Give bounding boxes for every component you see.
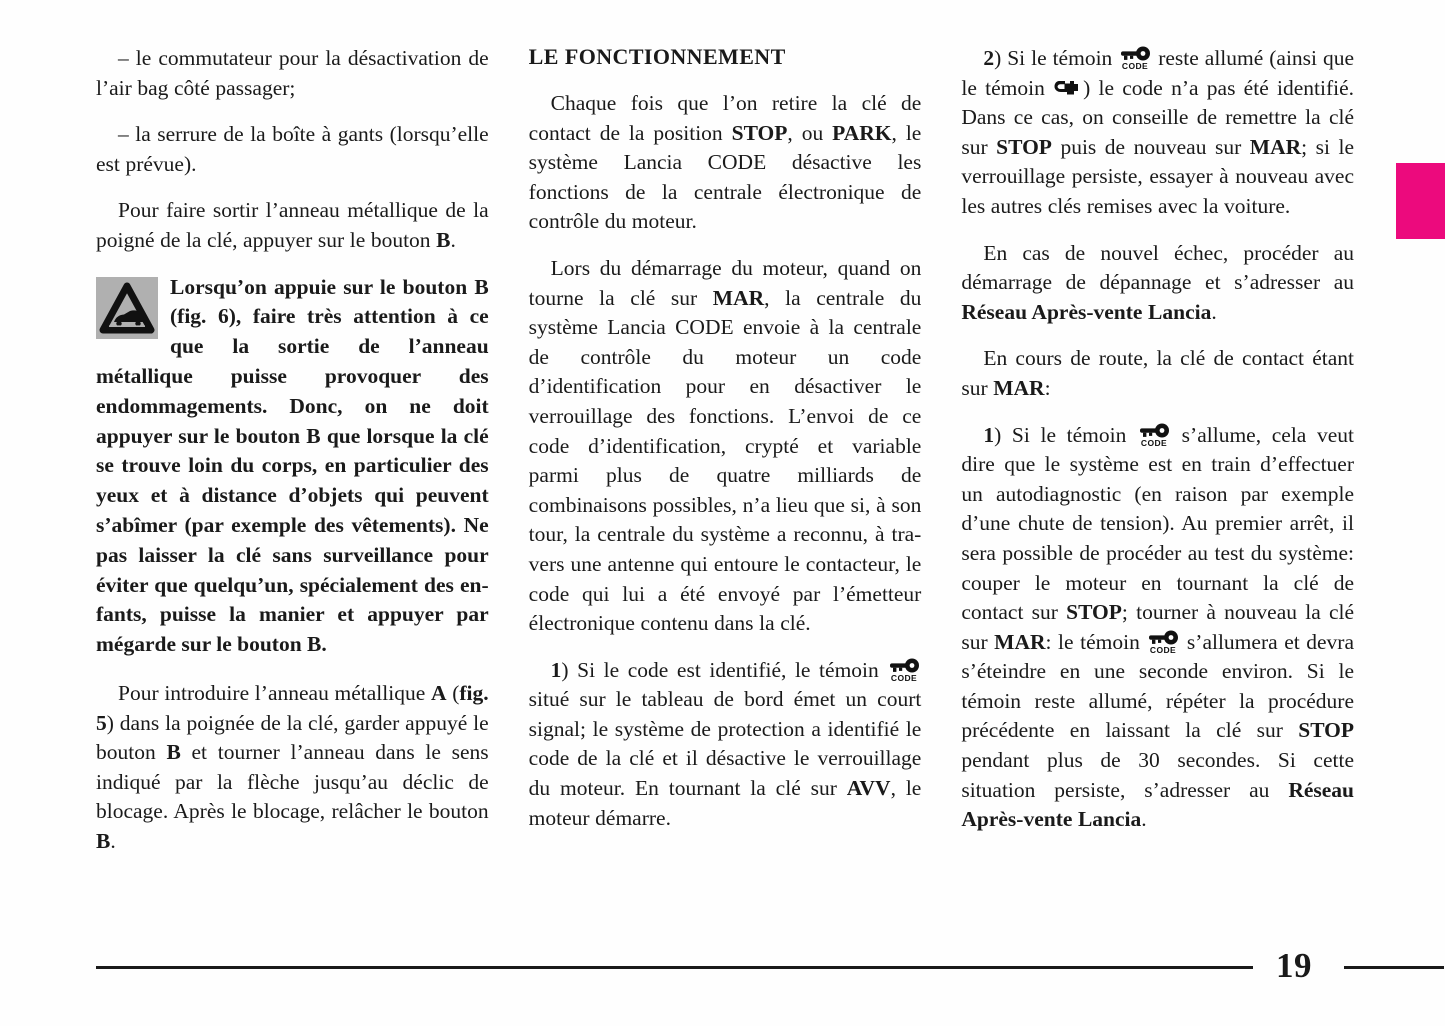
paragraph-item-1-code-identified (529, 656, 922, 834)
text-run: Chaque fois que l’on retire la clé de contact de la position (528, 91, 922, 145)
text-run: . (1141, 807, 1147, 832)
key-position-stop: STOP (1066, 600, 1122, 625)
page-number: 19 (1276, 946, 1312, 985)
bullet-item-glovebox-lock-text: – la serrure de la boîte à gants (lorsqu’elle est prévue). (96, 122, 489, 176)
page-footer (96, 946, 1445, 986)
button-label-b: B (96, 828, 111, 853)
text-run: ) Si le témoin (994, 46, 1119, 70)
key-position-mar: MAR (712, 285, 765, 310)
key-position-mar: MAR (994, 629, 1046, 654)
text-run: ; si le verrouillage persiste, essayer à nouveau avec les autres clés remises avec la voiture. (961, 134, 1355, 218)
text-run: ) le code n’a pas été identifié. Dans ce cas, on conseille de remettre la clé sur (961, 75, 1355, 159)
column-right (961, 44, 1354, 884)
key-position-avv: AVV (846, 776, 891, 801)
button-label-b: B (166, 740, 181, 765)
paragraph-emergency-start (961, 239, 1354, 328)
text-run: . (110, 828, 116, 853)
button-label-b: B (436, 227, 451, 252)
text-run: Pour faire sortir l’anneau métallique de la poigné de la clé, appuyer sur le bouton (96, 198, 489, 252)
paragraph-item-2-code-not-identified (961, 44, 1354, 222)
text-run: ) dans la poignée de la clé, garder appuyé le bouton (96, 710, 489, 765)
paragraph-item-1-autodiagnostic (961, 421, 1354, 835)
key-position-stop: STOP (1298, 718, 1355, 743)
column-center (529, 44, 922, 884)
warning-text: Lorsqu’on appuie sur le bouton B (fig. 6), faire très attention à ce que la sortie de l’anneau métallique puisse provoquer des endommagements. Donc, on ne doit appuyer sur le bouton B que lorsque la clé se trouve loin du corps, en particulier des yeux et à distance d’objets qui peuvent s’abîmer (par exemple des vêtements). Ne pas laisser la clé sans surveillance pour éviter que quelqu’un, spécialement des enfants, puisse la manier et appuyer par mégarde sur le bouton B. (96, 274, 489, 657)
svg-text:CODE: CODE (1122, 61, 1149, 71)
warning-triangle-car-icon (96, 277, 158, 339)
svg-text:CODE: CODE (1140, 437, 1168, 448)
list-number-2: 2 (983, 46, 995, 70)
text-run: Lors du démarrage du moteur, quand on tourne la clé sur (528, 255, 922, 310)
text-run: ; tourner à nouveau la clé sur (961, 600, 1355, 654)
text-run: puis de nouveau sur (1051, 134, 1250, 159)
text-run: En cours de route, la clé de contact étant sur (961, 346, 1355, 400)
service-network-lancia: Réseau Après-vente Lancia (961, 777, 1355, 832)
text-run: s’allumera et devra s’éteindre en une seconde environ. Si le témoin reste allumé, répéter la procédure précédente en laissant la clé sur (961, 629, 1355, 743)
text-run: et tourner l’anneau dans le sens indiqué par la flèche jusqu’au déclic de blocage. Après le blocage, relâcher le bouton (96, 740, 489, 824)
code-warning-lamp-icon (1137, 422, 1171, 448)
paragraph-key-removal (529, 89, 922, 237)
text-run: : le témoin (1045, 629, 1147, 654)
text-run: ) Si le témoin (994, 422, 1138, 447)
paragraph-metal-ring-release (96, 196, 489, 255)
text-run: situé sur le tableau de bord émet un court signal; le système de protection a identifié le code de la clé et il désactive le verrouillage du moteur. En tournant la clé sur (528, 687, 922, 801)
paragraph-while-driving (961, 344, 1354, 403)
text-run: . (1211, 299, 1217, 324)
text-run: , la centrale du système Lancia CODE envoie à la centrale de contrôle du moteur un code d’identification pour en désactiver le verrouillage des fonctions. L’envoi de ce code d’identification, crypté et variable parmi plus de quatre milliards de combinaisons possibles, n’a lieu que si, à son tour, la centrale du système a reconnu, à travers une antenne qui entoure le contacteur, le code qui lui a été envoyé par l’émetteur électronique contenu dans la clé. (528, 285, 922, 636)
text-run: , ou (787, 120, 833, 145)
text-run: ( (446, 680, 460, 705)
figure-reference-5: fig. 5 (96, 680, 489, 735)
code-warning-lamp-icon (887, 657, 921, 683)
text-run: . (450, 227, 456, 252)
text-run: reste allumé (ainsi que le témoin (961, 46, 1355, 100)
section-heading-le-fonctionnement: LE FONCTIONNEMENT (528, 44, 786, 69)
text-run: , le moteur démarre. (528, 776, 922, 830)
svg-text:CODE: CODE (1150, 644, 1177, 655)
service-network-lancia: Réseau Après-vente Lancia (961, 299, 1212, 324)
bullet-item-airbag-switch (96, 44, 489, 103)
key-position-mar: MAR (1249, 134, 1302, 159)
list-number-1: 1 (550, 657, 562, 682)
text-run: pendant plus de 30 secondes. Si cette situation persiste, s’adresser au (961, 748, 1355, 802)
key-position-park: PARK (832, 120, 892, 145)
text-run: , le système Lancia CODE désactive les fonctions de la centrale électronique de contrôle du moteur. (528, 120, 922, 234)
text-run: Pour introduire l’anneau métallique (118, 680, 431, 705)
paragraph-insert-metal-ring (96, 679, 489, 857)
list-number-1: 1 (983, 422, 995, 447)
footer-rule-right (1344, 966, 1444, 969)
warning-block (96, 273, 489, 660)
column-left (96, 44, 489, 884)
key-position-stop: STOP (731, 120, 788, 145)
code-warning-lamp-icon (1118, 45, 1152, 71)
paragraph-engine-start-code (529, 254, 922, 639)
three-column-text-body (96, 44, 1354, 884)
bullet-item-airbag-switch-text: – le commutateur pour la désactivation de l’air bag côté passager; (96, 46, 489, 100)
text-run: ) Si le code est identifié, le témoin (561, 657, 888, 682)
text-run: : (1044, 375, 1051, 400)
svg-text:CODE: CODE (891, 672, 918, 683)
bullet-item-glovebox-lock (96, 120, 489, 179)
engine-check-lamp-icon (1053, 77, 1083, 98)
key-position-stop: STOP (996, 134, 1052, 159)
text-run: En cas de nouvel échec, procéder au démarrage de dépannage et s’adresser au (961, 240, 1355, 295)
section-color-tab (1396, 163, 1445, 239)
code-warning-lamp-icon (1146, 629, 1180, 655)
footer-rule-left (96, 966, 1253, 969)
key-position-mar: MAR (993, 375, 1045, 400)
text-run: s’allume, cela veut dire que le système est en train d’effectuer un autodiagnostic (en raison par exemple d’une chute de tension). Au premier arrêt, il sera possible de procéder au test du système: couper le moteur en tournant la clé de contact sur (961, 422, 1355, 625)
part-label-a: A (430, 680, 447, 705)
